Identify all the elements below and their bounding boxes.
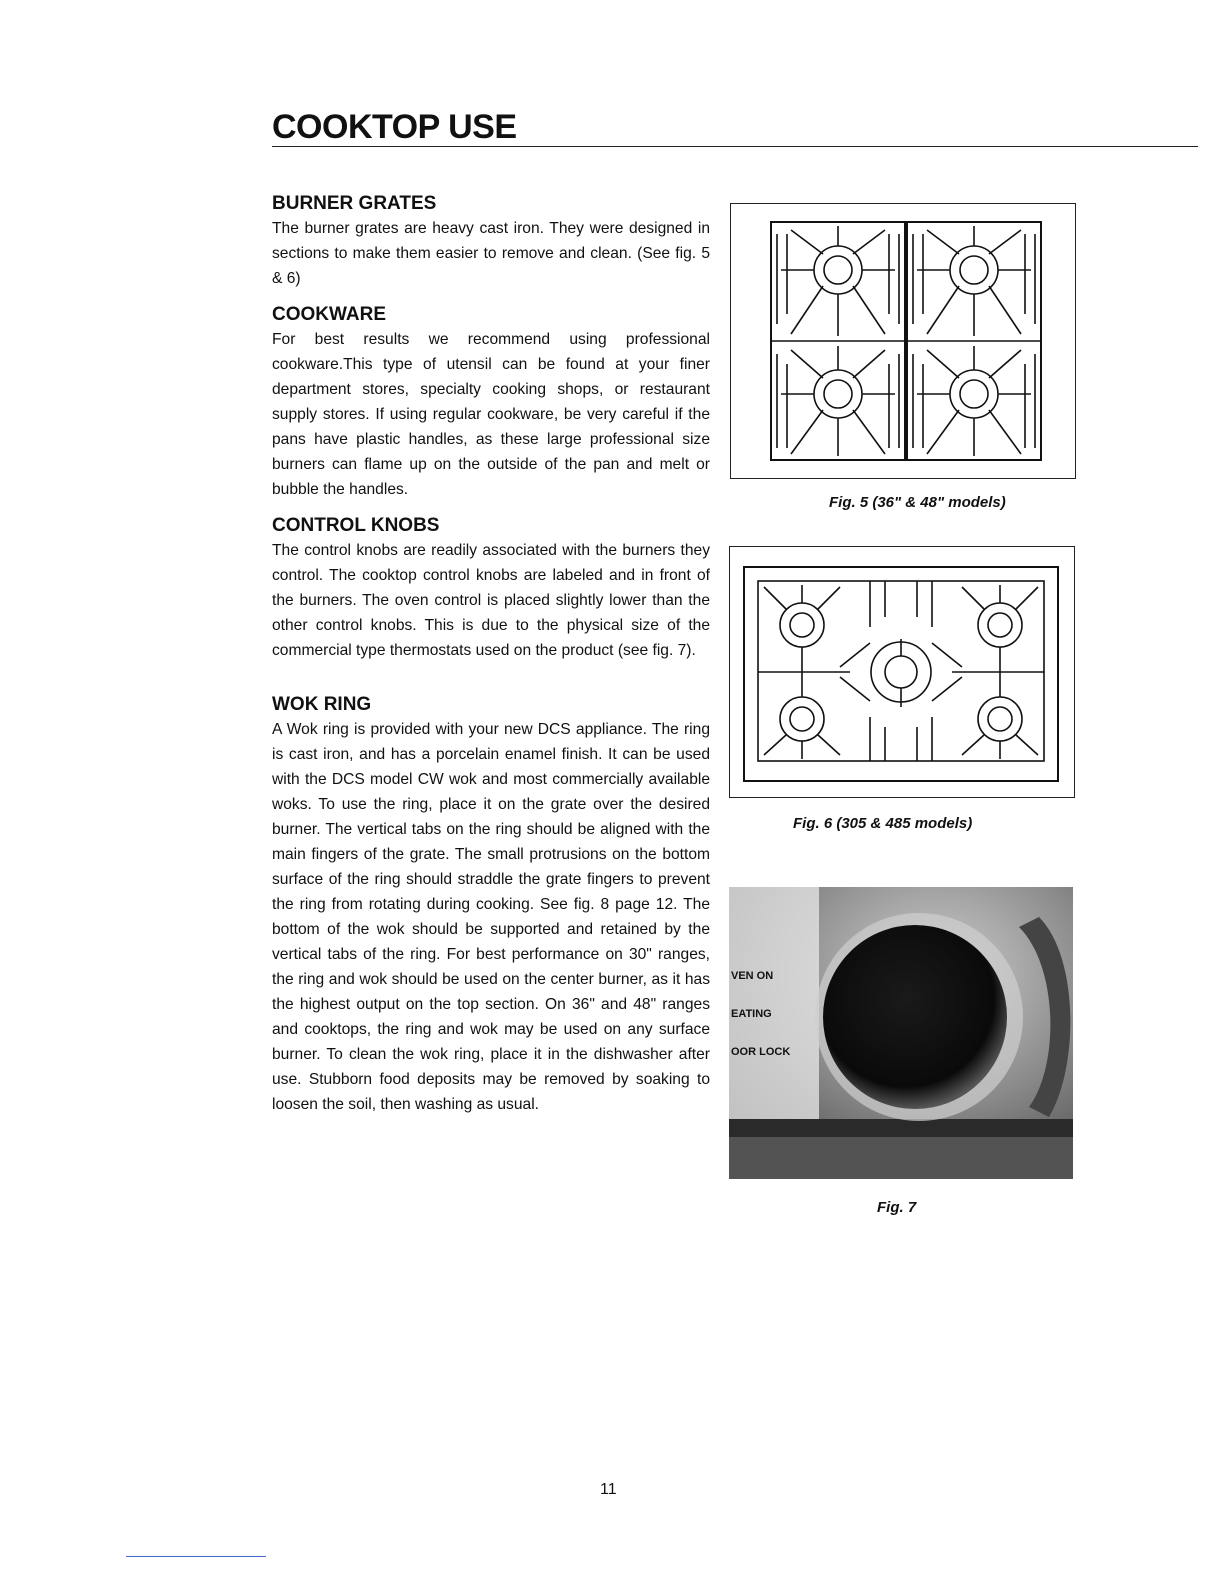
- section-body-control-knobs: The control knobs are readily associated with the burners they control. The cooktop control knobs are labeled and in front of the burners. The oven control is placed slightly lower than the other control knobs. This is due to the physical size of the commercial type thermostats used on the product (see fig. 7).: [272, 542, 710, 659]
- section-body-burner-grates: The burner grates are heavy cast iron. They were designed in sections to make them easier to remove and clean. (See fig. 5 & 6): [272, 220, 710, 287]
- figure-7-caption: Fig. 7: [877, 1199, 917, 1216]
- page-title: COOKTOP USE: [272, 108, 517, 146]
- section-heading-burner-grates: BURNER GRATES: [272, 193, 437, 214]
- knob-label-heating: EATING: [731, 1008, 772, 1020]
- section-heading-wok-ring: WOK RING: [272, 694, 372, 715]
- section-body-cookware: For best results we recommend using professional cookware.This type of utensil can be found at your finer department stores, specialty cooking shops, or restaurant supply stores. If using regular cookware, be very careful if the pans have plastic handles, as these large professional size burners can flame up on the outside of the pan and melt or bubble the handles.: [272, 331, 710, 498]
- knob-label-door-lock: OOR LOCK: [731, 1046, 791, 1058]
- bottom-edge-line: [126, 1556, 266, 1557]
- figure-5-caption: Fig. 5 (36" & 48" models): [829, 494, 1006, 511]
- figure-5-grates: [730, 203, 1076, 479]
- oven-knob-photo: [729, 887, 1073, 1179]
- figure-7-knob-photo: [729, 887, 1073, 1179]
- section-heading-cookware: COOKWARE: [272, 304, 386, 325]
- grate-drawing-5-burner: [730, 547, 1074, 797]
- figure-6-caption: Fig. 6 (305 & 485 models): [793, 815, 973, 832]
- section-body-wok-ring: A Wok ring is provided with your new DCS appliance. The ring is cast iron, and has a porcelain enamel finish. It can be used with the DCS model CW wok and most commercially available woks. To use the ring, place it on the grate over the desired burner. The vertical tabs on the ring should be aligned with the main fingers of the grate. The small protrusions on the bottom surface of the ring should straddle the grate fingers to prevent the ring from rotating during cooking. See fig. 8 page 12. The bottom of the wok should be supported and retained by the vertical tabs of the ring. For best performance on 30" ranges, the ring and wok should be used on the center burner, as it has the highest output on the top section. On 36" and 48" ranges and cooktops, the ring and wok may be used on any surface burner. To clean the wok ring, place it in the dishwasher after use. Stubborn food deposits may be removed by soaking to loosen the soil, then washing as usual.: [272, 721, 710, 1113]
- title-underline: [272, 146, 1198, 147]
- figure-6-grates: [729, 546, 1075, 798]
- page-number: 11: [600, 1481, 617, 1498]
- text-column: [272, 192, 710, 1117]
- knob-label-oven-on: VEN ON: [731, 970, 774, 982]
- grate-drawing-4-burner: [731, 204, 1075, 478]
- section-heading-control-knobs: CONTROL KNOBS: [272, 515, 440, 536]
